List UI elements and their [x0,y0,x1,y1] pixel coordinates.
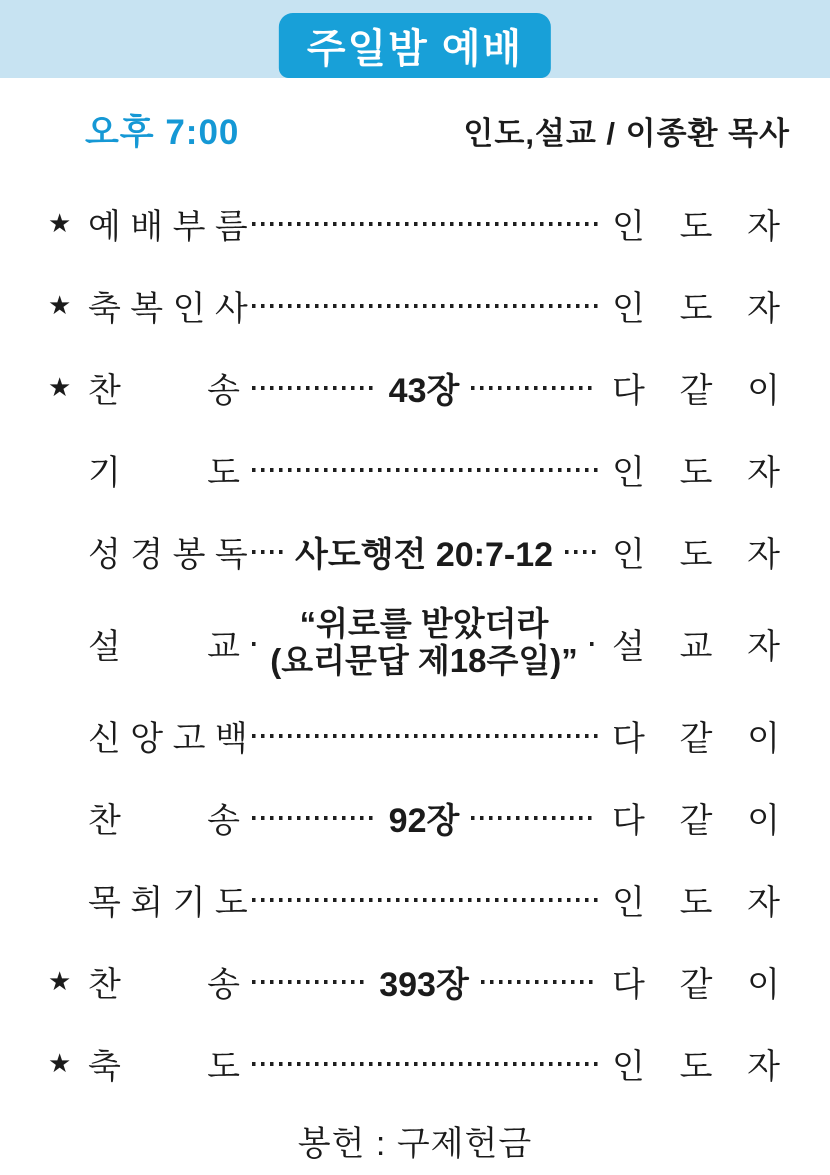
dotted-leader [252,642,258,646]
star-icon: ★ [48,965,72,996]
service-item-label: 기 도 [88,453,240,492]
dotted-leader [252,734,600,738]
service-item-performer: 인 도 자 [612,1047,780,1086]
sermon-title-line2: (요리문답 제18주일)” [270,642,578,679]
service-row-confession-of-faith [0,694,830,776]
dotted-leader [252,386,377,390]
service-item-label: 찬 송 [88,801,240,840]
dotted-leader [252,898,600,902]
service-leaders: 인도,설교 / 이종환 목사 [463,115,790,151]
star-icon: ★ [48,1047,72,1078]
service-row-pastoral-prayer [0,858,830,940]
star-icon: ★ [48,207,72,238]
service-row-greeting [0,264,830,346]
service-item-performer: 인 도 자 [612,535,781,574]
service-item-label: 축 복 인 사 [88,289,248,328]
service-item-label: 찬 송 [88,371,240,410]
service-row-benediction [0,1022,830,1104]
dotted-leader [471,816,596,820]
service-item-label: 성 경 봉 독 [88,535,248,574]
subheader [0,104,830,156]
sermon-title-line1: “위로를 받았더라 [299,605,549,643]
hymn-number: 92장 [388,801,460,840]
service-row-sermon [0,592,830,694]
service-item-performer: 다 같 이 [612,965,781,1004]
service-item-performer: 인 도 자 [612,207,780,246]
scripture-reference: 사도행전 20:7-12 [295,535,554,574]
service-item-performer: 인 도 자 [612,883,780,922]
star-icon: ★ [48,371,72,402]
service-row-call-to-worship [0,182,830,264]
dotted-leader [252,550,283,554]
hymn-number: 43장 [388,371,460,410]
service-item-label: 예 배 부 름 [88,207,248,246]
dotted-leader [471,386,596,390]
service-time: 오후 7:00 [85,113,240,152]
service-row-hymn-2 [0,776,830,858]
service-item-performer: 다 같 이 [612,719,780,758]
service-item-performer: 설 교 자 [612,627,780,666]
offering-note: 봉헌 : 구제헌금 [297,1125,533,1163]
service-item-performer: 인 도 자 [612,289,780,328]
dotted-leader [252,222,600,226]
order-of-worship [0,182,830,1104]
header-band [0,0,830,78]
dotted-leader [252,468,600,472]
title-badge [279,13,551,78]
dotted-leader [252,816,377,820]
service-row-prayer [0,428,830,510]
service-item-performer: 다 같 이 [612,801,781,840]
sermon-title [270,606,578,680]
dotted-leader [590,642,596,646]
hymn-number: 393장 [379,965,469,1004]
dotted-leader [252,980,367,984]
service-item-label: 목 회 기 도 [88,883,248,922]
dotted-leader [481,980,596,984]
service-item-label: 신 앙 고 백 [88,719,248,758]
service-row-hymn-3 [0,940,830,1022]
star-icon: ★ [48,289,72,320]
service-item-label: 찬 송 [88,965,240,1004]
dotted-leader [252,1062,600,1066]
service-item-performer: 다 같 이 [612,371,781,410]
service-item-label: 축 도 [88,1047,240,1086]
page-title: 주일밤 예배 [306,27,524,71]
dotted-leader [252,304,600,308]
service-item-label: 설 교 [88,627,240,666]
service-row-scripture-reading [0,510,830,592]
service-row-hymn-1 [0,346,830,428]
service-item-performer: 인 도 자 [612,453,780,492]
dotted-leader [565,550,596,554]
